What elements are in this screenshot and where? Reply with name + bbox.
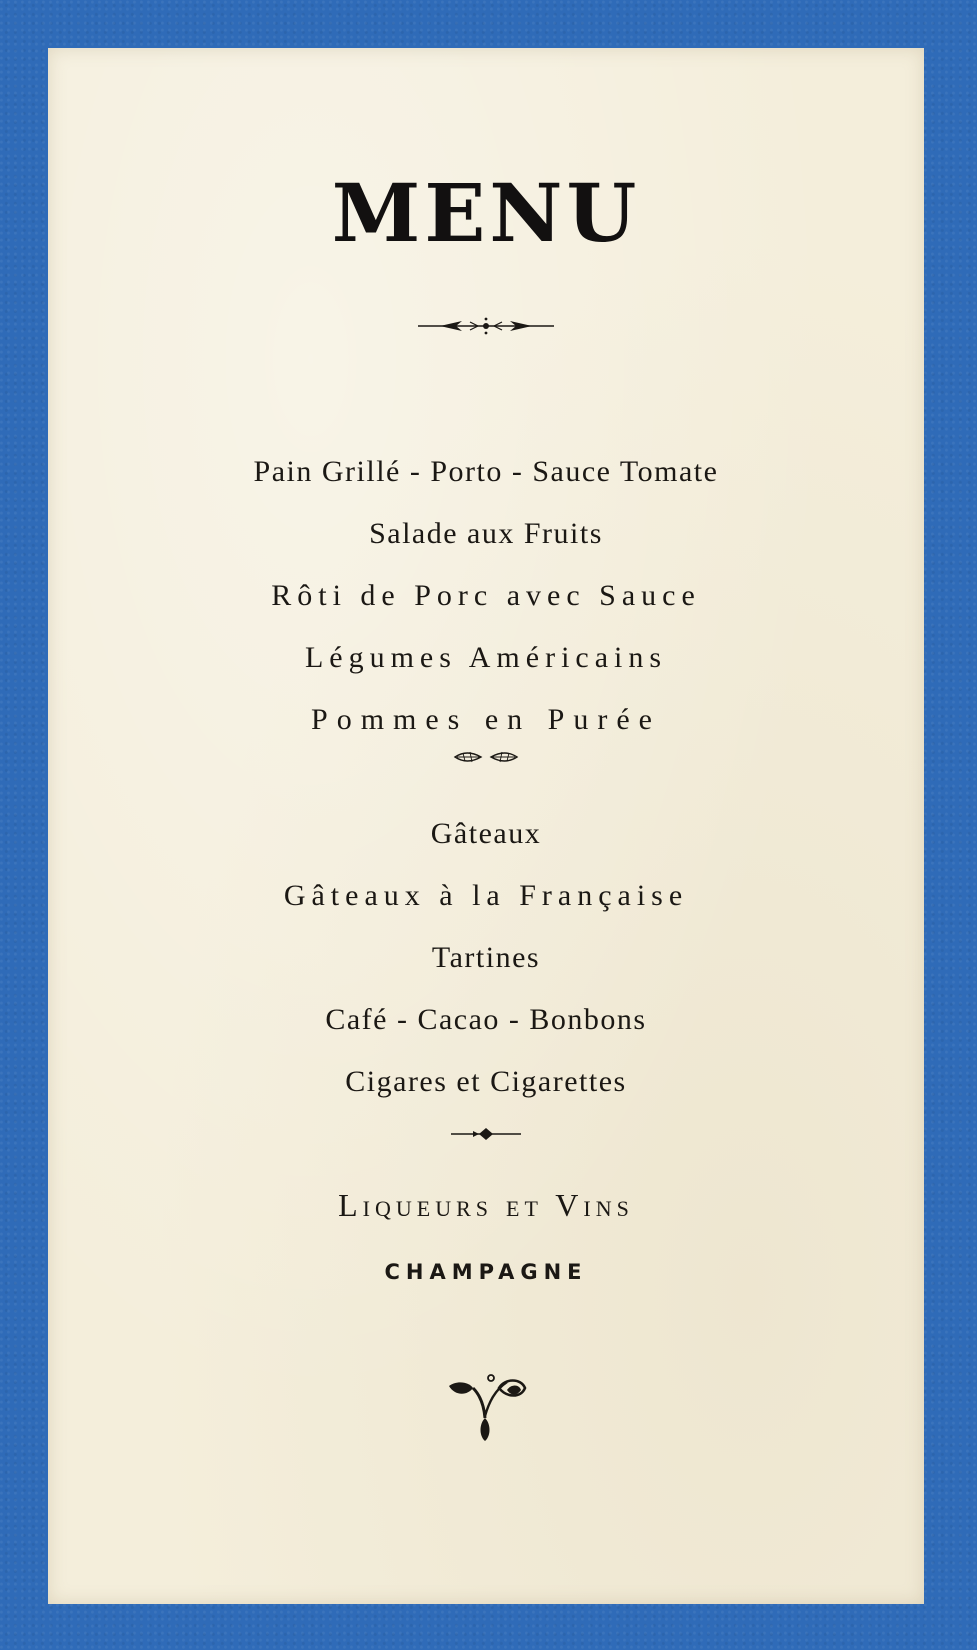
diamond-divider-icon [48, 1126, 924, 1142]
dessert-item: Cigares et Cigarettes [345, 1065, 627, 1098]
course-item: Légumes Américains [304, 641, 668, 674]
divider-ornament-icon [48, 316, 924, 336]
menu-paper [48, 48, 924, 1604]
menu-title: MENU [331, 166, 641, 260]
dessert-item: Tartines [431, 941, 541, 974]
dessert-item: Gâteaux [430, 817, 542, 850]
dessert-item: Café - Cacao - Bonbons [325, 1003, 647, 1036]
drinks-subheading: CHAMPAGNE [384, 1260, 588, 1284]
drinks-heading: Liqueurs et Vins [338, 1187, 634, 1223]
floral-tailpiece-icon [48, 1366, 924, 1446]
course-item: Pommes en Purée [311, 703, 661, 736]
course-item: Salade aux Fruits [369, 517, 603, 550]
menu-content [48, 48, 924, 1604]
dessert-item: Gâteaux à la Française [283, 879, 689, 912]
course-item: Rôti de Porc avec Sauce [271, 579, 701, 612]
main-course-list [48, 441, 924, 751]
course-item: Pain Grillé - Porto - Sauce Tomate [253, 455, 719, 488]
dessert-list [48, 803, 924, 1113]
leaf-ornament-icon [48, 748, 924, 766]
